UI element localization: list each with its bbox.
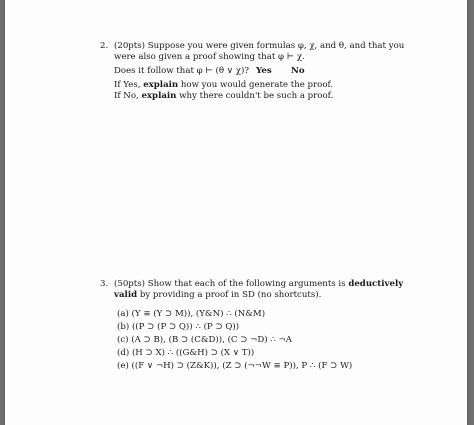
q2-if-no: If No, explain why there couldn't be such a proof.	[114, 91, 334, 101]
q3-line1: (50pts) Show that each of the following arguments is deductively	[114, 279, 404, 289]
q2-line2: were also given a proof showing that φ ⊢ χ.	[114, 52, 305, 62]
q2-yes-option: Yes	[256, 66, 272, 76]
q3-item-b: (b) ((P ⊃ (P ⊃ Q)) ∴ (P ⊃ Q))	[117, 322, 240, 332]
q3-line2: valid by providing a proof in SD (no shortcuts).	[114, 290, 322, 300]
q2-number: 2.	[100, 41, 109, 51]
q3-number: 3.	[100, 279, 109, 289]
q3-item-a: (a) (Y ≡ (Y ⊃ M)), (Y&N) ∴ (N&M)	[117, 309, 266, 319]
q3-item-d: (d) (H ⊃ X) ∴ ((G&H) ⊃ (X ∨ T))	[117, 348, 255, 358]
q2-no-option: No	[291, 66, 305, 76]
q3-item-e: (e) ((F ∨ ¬H) ⊃ (Z&K)), (Z ⊃ (¬¬W ≡ P)), P ∴ (F ⊃ W)	[117, 361, 353, 371]
q2-question: Does it follow that φ ⊢ (θ ∨ χ)?	[114, 66, 249, 76]
document-page	[5, 0, 467, 425]
q3-item-c: (c) (A ⊃ B), (B ⊃ (C&D)), (C ⊃ ¬D) ∴ ¬A	[117, 335, 292, 345]
q2-line1: (20pts) Suppose you were given formulas φ, χ, and θ, and that you	[114, 41, 405, 51]
q2-if-yes: If Yes, explain how you would generate the proof.	[114, 80, 334, 90]
